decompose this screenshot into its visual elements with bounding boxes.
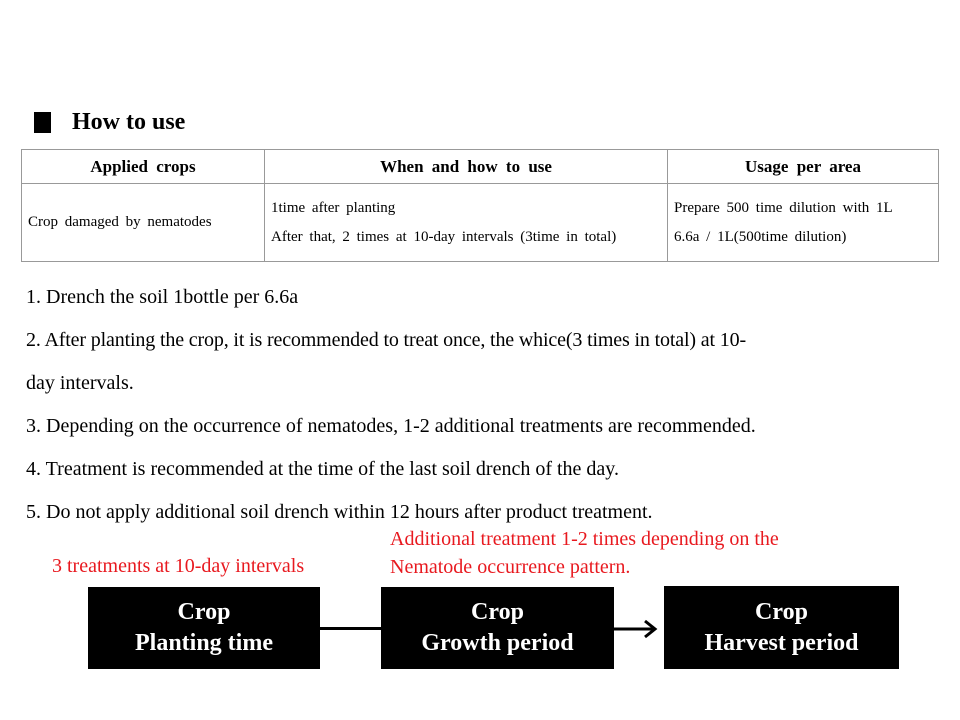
- usage-line-2: 6.6a / 1L(500time dilution): [674, 228, 847, 245]
- header-when-how: When and how to use: [265, 150, 668, 184]
- annotation-left: 3 treatments at 10-day intervals: [52, 555, 305, 577]
- note-3: 3. Depending on the occurrence of nematodes, 1-2 additional treatments are recommended.: [26, 415, 756, 437]
- annotation-right-line-1: Additional treatment 1-2 times depending on the: [390, 528, 779, 550]
- note-4: 4. Treatment is recommended at the time of the last soil drench of the day.: [26, 458, 619, 480]
- when-line-2: After that, 2 times at 10-day intervals (3time in total): [271, 228, 617, 245]
- stage-label: Crop: [471, 599, 524, 625]
- stage-planting-time: [88, 587, 320, 669]
- annotation-right-line-2: Nematode occurrence pattern.: [390, 556, 631, 578]
- table-header-row: [22, 150, 939, 184]
- note-1: 1. Drench the soil 1bottle per 6.6a: [26, 286, 299, 308]
- usage-line-1: Prepare 500 time dilution with 1L: [674, 199, 893, 216]
- header-applied-crops: Applied crops: [22, 150, 265, 184]
- header-usage-per-area: Usage per area: [668, 150, 939, 184]
- black-square-bullet-icon: [34, 112, 51, 133]
- table-row: [22, 184, 939, 262]
- section-title: How to use: [72, 108, 186, 135]
- stage-label: Growth period: [421, 630, 574, 656]
- stage-label: Harvest period: [704, 629, 859, 656]
- stage-label: Crop: [755, 598, 808, 625]
- note-2a: 2. After planting the crop, it is recommended to treat once, the whice(3 times in total) at 10-: [26, 329, 746, 351]
- stage-label: Crop: [177, 599, 231, 625]
- section-heading: [34, 106, 185, 138]
- when-line-1: 1time after planting: [271, 199, 396, 216]
- connector-line: [320, 627, 381, 630]
- note-2b: day intervals.: [26, 372, 134, 394]
- usage-notes: [26, 276, 938, 534]
- cell-when-how: [265, 184, 668, 262]
- usage-table: [21, 149, 939, 262]
- note-5: 5. Do not apply additional soil drench within 12 hours after product treatment.: [26, 501, 653, 523]
- annotation-right: [390, 525, 779, 581]
- stage-harvest-period: [664, 586, 899, 669]
- arrow-right-icon: [614, 618, 664, 640]
- stage-growth-period: [381, 587, 614, 669]
- stage-label: Planting time: [135, 630, 273, 656]
- cell-crop: Crop damaged by nematodes: [22, 184, 265, 262]
- cell-usage: [668, 184, 939, 262]
